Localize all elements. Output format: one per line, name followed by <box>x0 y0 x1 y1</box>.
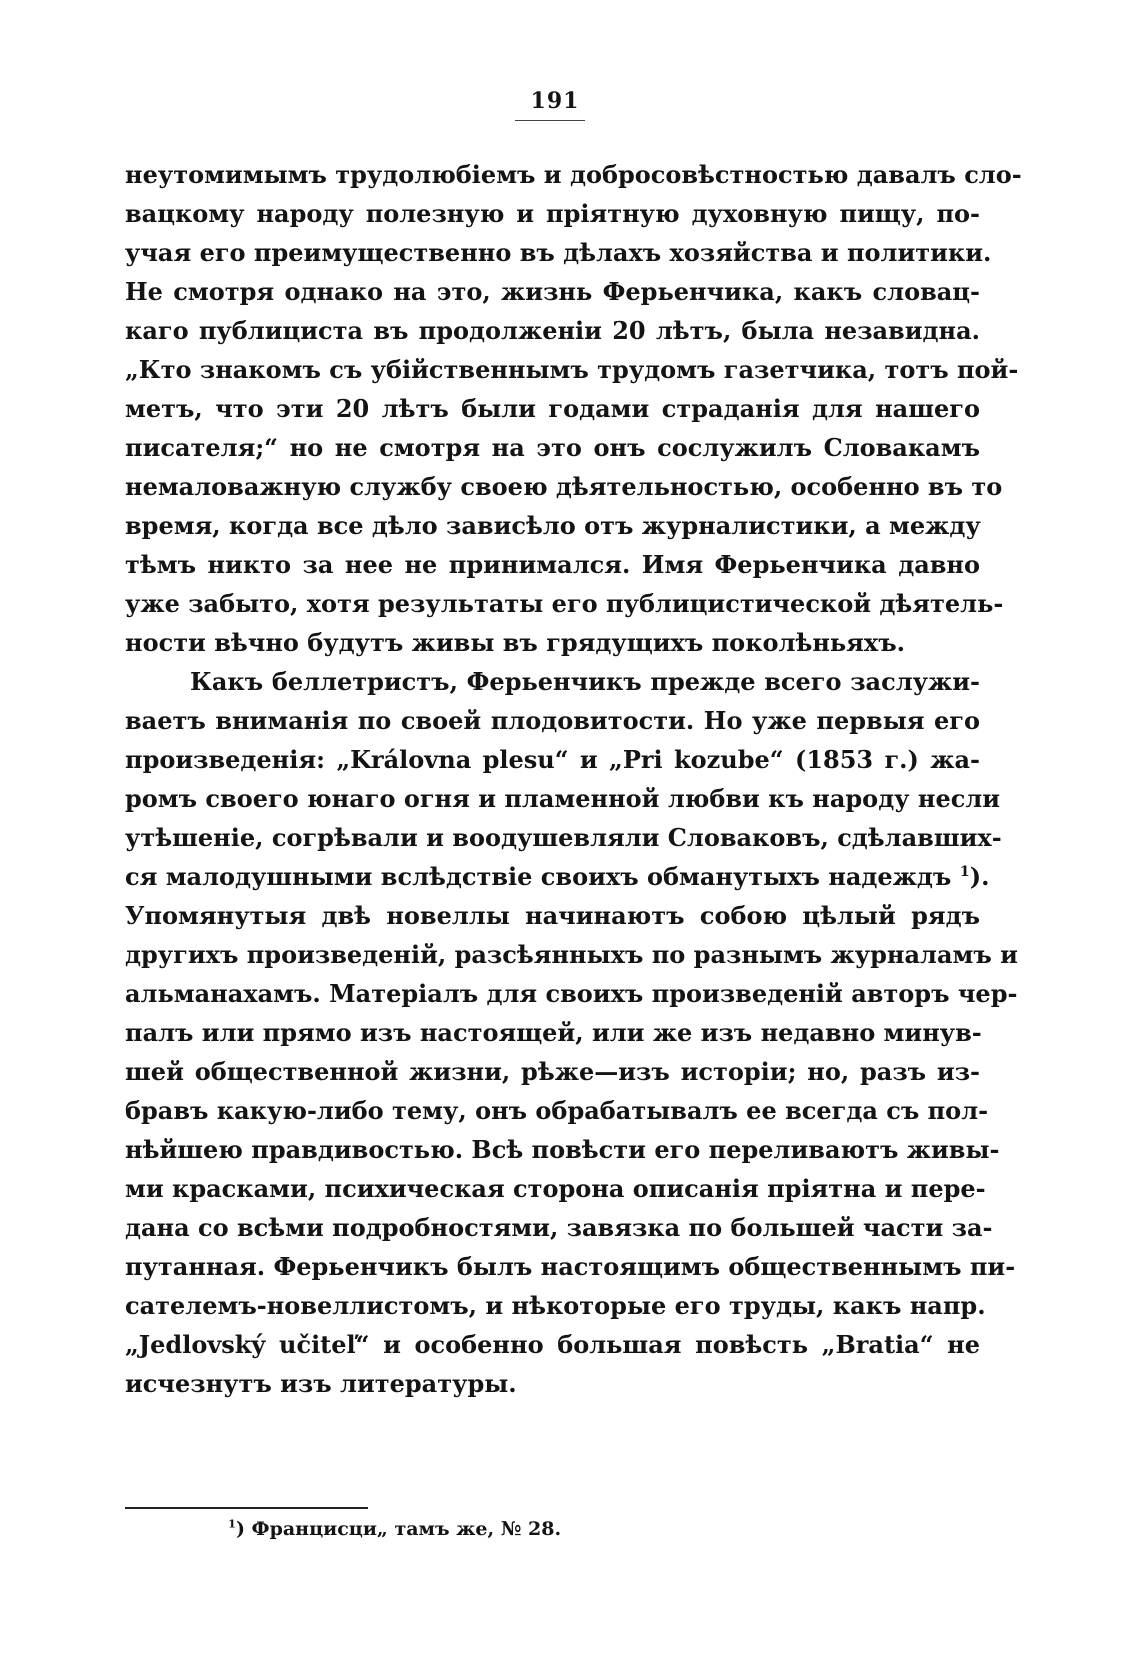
text-line: неутомимымъ трудолюбіемъ и добросовѣстностью давалъ сло- <box>125 160 1022 189</box>
text-line: произведенія: „Královna plesu“ и „Pri kozube“ (1853 г.) жа- <box>125 745 980 774</box>
footnote-reference-suffix: ). <box>969 862 990 891</box>
text-line: учая его преимущественно въ дѣлахъ хозяйства и политики. <box>125 238 992 267</box>
text-line: сателемъ-новеллистомъ, и нѣкоторые его труды, какъ напр. <box>125 1291 986 1320</box>
text-line: время, когда все дѣло зависѣло отъ журналистики, а между <box>125 511 981 540</box>
text-line: Не смотря однако на это, жизнь Ферьенчика, какъ словац- <box>125 277 980 306</box>
text-line: „Кто знакомъ съ убійственнымъ трудомъ газетчика, тотъ пой- <box>125 355 1019 384</box>
text-line: каго публициста въ продолженіи 20 лѣтъ, была незавидна. <box>125 316 980 345</box>
text-line: другихъ произведеній, разсѣянныхъ по разнымъ журналамъ и <box>125 940 1018 969</box>
text-line: шей общественной жизни, рѣже—изъ исторіи; но, разъ из- <box>125 1057 980 1086</box>
text-line: уже забыто, хотя результаты его публицистической дѣятель- <box>125 589 1004 618</box>
footnote-marker-suffix: ) <box>235 1518 245 1540</box>
text-line: ности вѣчно будутъ живы въ грядущихъ поколѣньяхъ. <box>125 628 905 657</box>
text-line: ромъ своего юнаго огня и пламенной любви къ народу несли <box>125 784 1001 813</box>
text-line: вацкому народу полезную и пріятную духовную пищу, по- <box>125 199 980 228</box>
text-line: писателя;“ но не смотря на это онъ сослужилъ Словакамъ <box>125 433 980 462</box>
text-line: немаловажную службу своею дѣятельностью, особенно въ то <box>125 472 1003 501</box>
text-line: ми красками, психическая сторона описанія пріятна и пере- <box>125 1174 986 1203</box>
text-line: метъ, что эти 20 лѣтъ были годами страданія для нашего <box>125 394 980 423</box>
text-line: утѣшеніе, согрѣвали и воодушевляли Словаковъ, сдѣлавших- <box>125 823 1002 852</box>
footnote-text: Францисци„ тамъ же, № 28. <box>244 1518 562 1540</box>
text-line: альманахамъ. Матеріалъ для своихъ произведеній авторъ чер- <box>125 979 1018 1008</box>
footnote-divider <box>125 1507 368 1509</box>
text-line: Какъ беллетристъ, Ферьенчикъ прежде всего заслужи- <box>190 667 980 696</box>
text-line: „Jedlovský učiteľ“ и особенно большая повѣсть „Bratia“ не <box>125 1330 980 1359</box>
text-line: нѣйшею правдивостью. Всѣ повѣсти его переливаютъ живы- <box>125 1135 1000 1164</box>
page-number-rule <box>515 120 585 121</box>
text-line: дана со всѣми подробностями, завязка по большей части за- <box>125 1213 993 1242</box>
page-number: 191 <box>530 88 580 114</box>
text-line: бравъ какую-либо тему, онъ обрабатывалъ ее всегда съ пол- <box>125 1096 989 1125</box>
text-line: путанная. Ферьенчикъ былъ настоящимъ общественнымъ пи- <box>125 1252 1016 1281</box>
footnote-marker: 1 <box>228 1516 236 1531</box>
text-line: палъ или прямо изъ настоящей, или же изъ недавно минув- <box>125 1018 982 1047</box>
text-line: исчезнутъ изъ литературы. <box>125 1369 517 1398</box>
text-line-content: ся малодушными вслѣдствіе своихъ обманутыхъ надеждъ <box>125 862 952 891</box>
footnote <box>228 1514 561 1544</box>
text-line: Упомянутыя двѣ новеллы начинаютъ собою цѣлый рядъ <box>125 901 980 930</box>
footnote-reference[interactable]: 1 <box>959 863 970 880</box>
text-line: тѣмъ никто за нее не принимался. Имя Ферьенчика давно <box>125 550 980 579</box>
text-line: ваетъ вниманія по своей плодовитости. Но уже первыя его <box>125 706 980 735</box>
text-line-with-footnote <box>125 857 990 897</box>
